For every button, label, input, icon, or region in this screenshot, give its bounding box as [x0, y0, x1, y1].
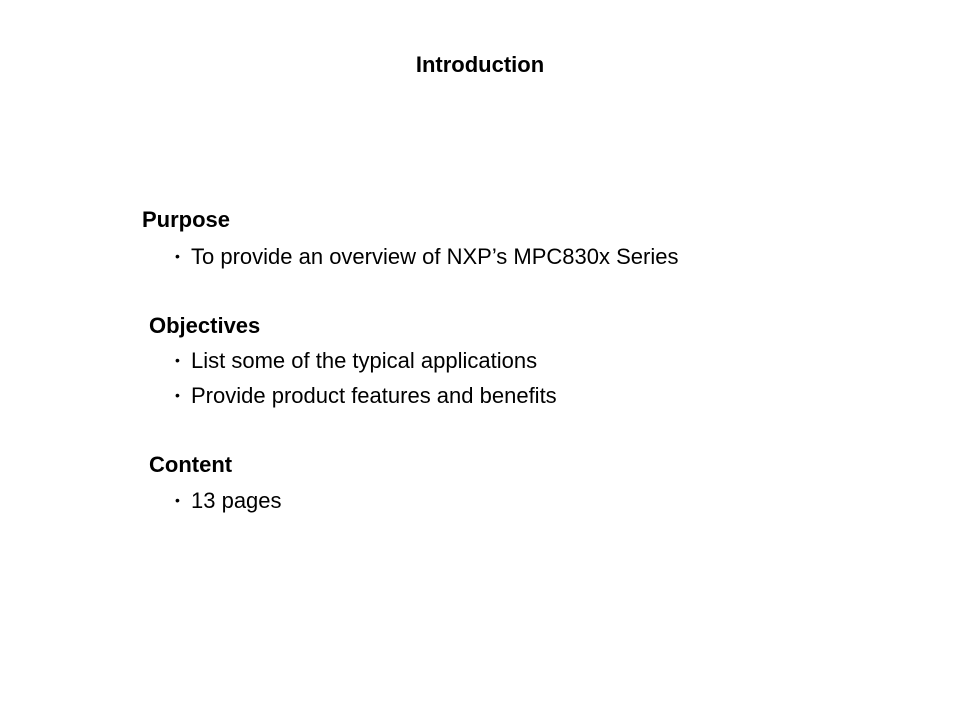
bullet-text: Provide product features and benefits: [191, 383, 557, 408]
bullet-item: [175, 346, 537, 375]
slide-title: Introduction: [415, 52, 545, 77]
section-heading-content: Content: [149, 452, 233, 477]
bullet-item: [175, 381, 557, 410]
bullet-text: To provide an overview of NXP’s MPC830x Series: [191, 244, 679, 269]
bullet-icon: •: [175, 248, 180, 264]
section-heading-purpose: Purpose: [142, 207, 231, 232]
bullet-text: List some of the typical applications: [191, 348, 538, 373]
bullet-item: [175, 486, 282, 515]
bullet-text: 13 pages: [191, 488, 282, 513]
section-heading-objectives: Objectives: [149, 313, 261, 338]
bullet-icon: •: [175, 492, 180, 508]
bullet-icon: •: [175, 352, 180, 368]
bullet-icon: •: [175, 387, 180, 403]
bullet-item: [175, 242, 678, 271]
